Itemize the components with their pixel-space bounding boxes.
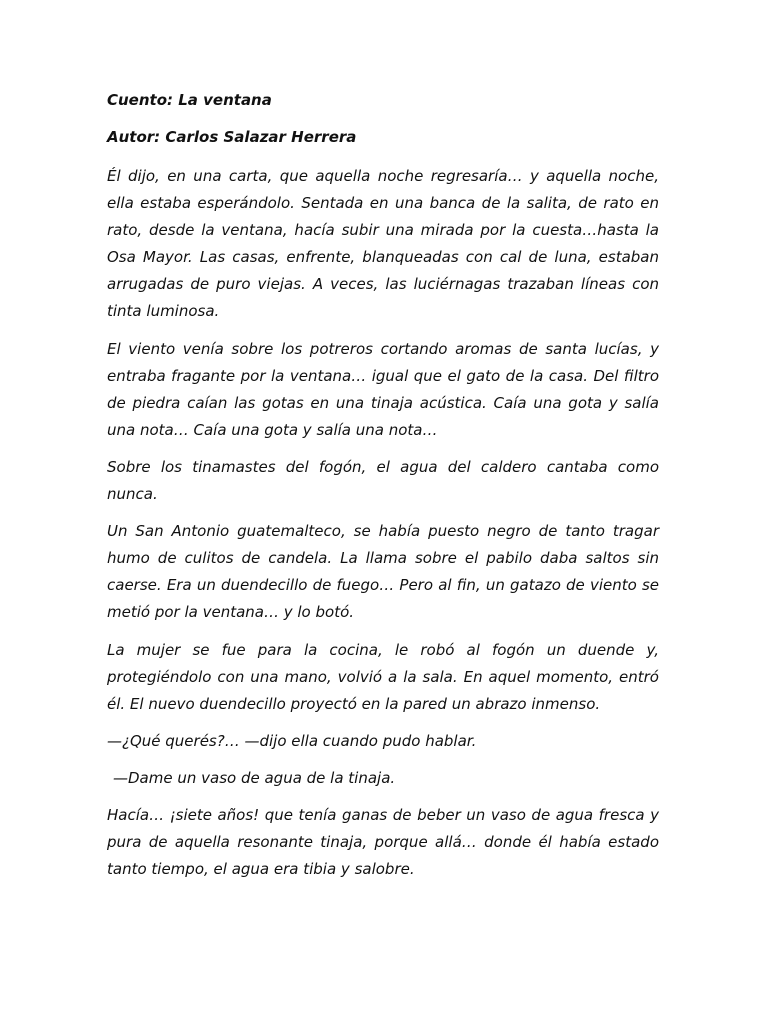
paragraph: Un San Antonio guatemalteco, se había puesto negro de tanto tragar humo de culitos de candela. La llama sobre el pabilo daba saltos sin caerse. Era un duendecillo de fuego… Pero al fin, un gatazo de viento se metió por la ventana… y lo botó. — [107, 522, 659, 622]
story-author: Autor: Carlos Salazar Herrera — [107, 128, 357, 146]
paragraph: La mujer se fue para la cocina, le robó al fogón un duende y, protegiéndolo con una mano, volvió a la sala. En aquel momento, entró él. El nuevo duendecillo proyectó en la pared un abrazo inmenso. — [107, 640, 659, 713]
dialog-line: —Dame un vaso de agua de la tinaja. — [113, 768, 396, 787]
dialog-line: —¿Qué querés?… —dijo ella cuando pudo hablar. — [107, 731, 477, 750]
paragraph: El viento venía sobre los potreros cortando aromas de santa lucías, y entraba fragante por la ventana… igual que el gato de la casa. Del filtro de piedra caían las gotas en una tinaja acústica. Caía una gota y salía una nota… Caía una gota y salía una nota… — [107, 339, 659, 439]
paragraph: Él dijo, en una carta, que aquella noche regresaría… y aquella noche, ella estaba esperándolo. Sentada en una banca de la salita, de rato en rato, desde la ventana, hacía subir una mirada por la cuesta…hasta la Osa Mayor. Las casas, enfrente, blanqueadas con cal de luna, estaban arrugadas de puro viejas. A veces, las luciérnagas trazaban líneas con tinta luminosa. — [107, 167, 659, 321]
story-title: Cuento: La ventana — [107, 91, 272, 109]
document-page — [107, 89, 659, 893]
paragraph: Hacía… ¡siete años! que tenía ganas de beber un vaso de agua fresca y pura de aquella resonante tinaja, porque allá… donde él había estado tanto tiempo, el agua era tibia y salobre. — [107, 805, 659, 879]
paragraph: Sobre los tinamastes del fogón, el agua del caldero cantaba como nunca. — [107, 457, 659, 504]
